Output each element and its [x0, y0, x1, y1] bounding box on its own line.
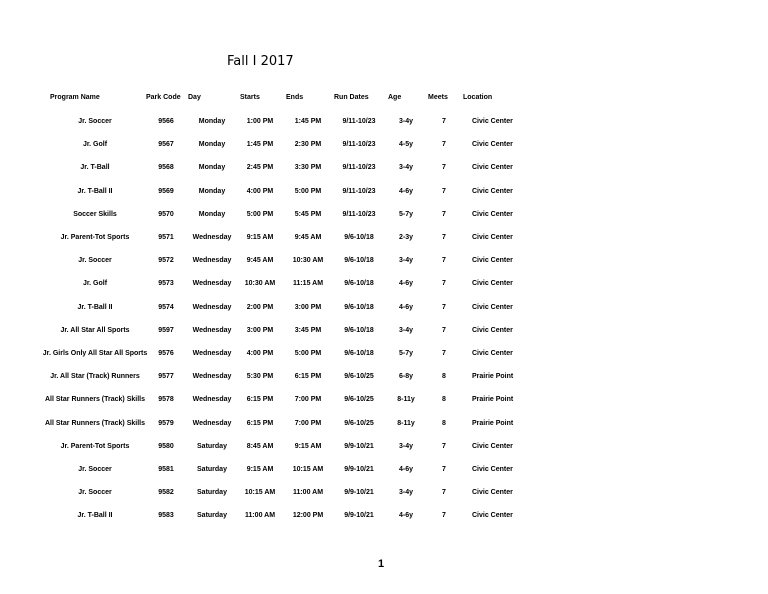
cell-run-dates: 9/9-10/21: [344, 442, 374, 450]
cell-park-code: 9597: [158, 326, 174, 334]
cell-program-name: Jr. Soccer: [78, 489, 112, 497]
cell-ends: 3:00 PM: [294, 303, 322, 311]
cell-location: Prairie Point: [472, 396, 514, 404]
cell-run-dates: 9/11-10/23: [342, 187, 376, 195]
cell-day: Monday: [198, 118, 226, 125]
cell-starts: 10:15 AM: [244, 489, 276, 497]
cell-location: Civic Center: [472, 234, 513, 241]
cell-ends: 5:45 PM: [294, 210, 322, 218]
cell-run-dates: 9/9-10/21: [344, 512, 374, 520]
cell-run-dates: 9/6-10/18: [344, 326, 374, 334]
table-row: [0, 164, 768, 176]
cell-starts: 5:00 PM: [246, 210, 274, 218]
cell-run-dates: 9/9-10/21: [344, 466, 374, 473]
cell-age: 4-6y: [398, 466, 413, 473]
page-number: 1: [378, 558, 385, 570]
cell-location: Prairie Point: [472, 373, 514, 381]
cell-run-dates: 9/11-10/23: [342, 141, 376, 149]
cell-age: 8-11y: [397, 419, 415, 427]
cell-day: Wednesday: [192, 373, 232, 381]
cell-program-name: Jr. Golf: [82, 141, 108, 149]
cell-location: Prairie Point: [472, 419, 514, 427]
cell-age: 8-11y: [397, 396, 415, 404]
cell-park-code: 9580: [158, 442, 174, 450]
cell-run-dates: 9/11-10/23: [342, 118, 376, 125]
header-run-dates: Run Dates: [334, 94, 369, 101]
table-row: [0, 280, 768, 292]
cell-day: Wednesday: [192, 303, 232, 311]
cell-age: 3-4y: [398, 257, 413, 265]
header-location: Location: [463, 94, 493, 101]
header-day: Day: [188, 94, 201, 101]
table-row: [0, 234, 768, 246]
cell-day: Saturday: [197, 512, 227, 520]
cell-program-name: Jr. T-Ball II: [77, 187, 113, 195]
table-row: [0, 118, 768, 130]
header-age: Age: [388, 94, 402, 101]
cell-day: Wednesday: [192, 257, 232, 265]
cell-run-dates: 9/6-10/18: [344, 280, 374, 288]
page-title: Fall I 2017: [227, 54, 294, 69]
cell-location: Civic Center: [472, 303, 513, 311]
cell-park-code: 9574: [158, 303, 174, 311]
cell-run-dates: 9/6-10/25: [344, 419, 374, 427]
cell-age: 3-4y: [398, 118, 413, 125]
cell-park-code: 9581: [158, 466, 174, 473]
header-park-code: Park Code: [146, 94, 181, 101]
cell-program-name: Jr. T-Ball: [80, 164, 110, 172]
cell-program-name: Jr. Golf: [82, 280, 108, 288]
cell-location: Civic Center: [472, 466, 513, 473]
cell-ends: 7:00 PM: [294, 419, 322, 427]
cell-location: Civic Center: [472, 442, 513, 450]
cell-ends: 3:45 PM: [294, 326, 322, 334]
cell-program-name: All Star Runners (Track) Skills: [45, 419, 145, 427]
cell-meets: 7: [442, 141, 446, 149]
cell-location: Civic Center: [472, 280, 513, 288]
cell-age: 5-7y: [398, 210, 413, 218]
cell-meets: 7: [442, 489, 446, 497]
cell-program-name: Jr. Soccer: [78, 466, 112, 473]
cell-age: 2-3y: [398, 234, 413, 241]
cell-starts: 9:15 AM: [246, 234, 274, 241]
cell-starts: 10:30 AM: [244, 280, 276, 288]
table-row: [0, 350, 768, 362]
cell-starts: 4:00 PM: [246, 187, 274, 195]
cell-park-code: 9578: [158, 396, 174, 404]
cell-ends: 9:15 AM: [294, 442, 322, 450]
cell-program-name: Jr. Parent-Tot Sports: [60, 442, 130, 450]
cell-age: 3-4y: [398, 164, 413, 172]
cell-ends: 10:30 AM: [292, 257, 324, 265]
cell-park-code: 9577: [158, 373, 174, 381]
cell-meets: 7: [442, 442, 446, 450]
cell-age: 4-6y: [398, 303, 413, 311]
cell-starts: 9:45 AM: [246, 257, 274, 265]
cell-meets: 7: [442, 164, 446, 172]
cell-day: Wednesday: [192, 396, 232, 404]
cell-ends: 3:30 PM: [294, 164, 322, 172]
cell-park-code: 9571: [158, 234, 174, 241]
cell-ends: 2:30 PM: [294, 141, 322, 149]
cell-meets: 7: [442, 257, 446, 265]
cell-program-name: Jr. Parent-Tot Sports: [60, 234, 130, 241]
cell-age: 4-6y: [398, 280, 413, 288]
cell-ends: 7:00 PM: [294, 396, 322, 404]
cell-meets: 8: [442, 373, 446, 381]
cell-starts: 8:45 AM: [246, 442, 274, 450]
cell-run-dates: 9/6-10/25: [344, 373, 374, 381]
cell-run-dates: 9/6-10/18: [344, 303, 374, 311]
cell-day: Monday: [198, 187, 226, 195]
cell-ends: 5:00 PM: [294, 187, 322, 195]
cell-starts: 6:15 PM: [246, 419, 274, 427]
cell-park-code: 9567: [158, 141, 174, 149]
cell-location: Civic Center: [472, 141, 513, 149]
cell-run-dates: 9/9-10/21: [344, 489, 374, 497]
cell-day: Wednesday: [192, 350, 232, 357]
cell-meets: 7: [442, 326, 446, 334]
cell-ends: 12:00 PM: [292, 512, 324, 520]
table-row: [0, 211, 768, 223]
cell-age: 4-6y: [398, 512, 413, 520]
cell-ends: 5:00 PM: [294, 350, 322, 357]
cell-park-code: 9566: [158, 118, 174, 125]
header-program-name: Program Name: [50, 94, 100, 101]
cell-run-dates: 9/6-10/25: [344, 396, 374, 404]
cell-meets: 8: [442, 396, 446, 404]
cell-park-code: 9570: [158, 210, 174, 218]
cell-meets: 7: [442, 187, 446, 195]
cell-meets: 7: [442, 512, 446, 520]
cell-meets: 7: [442, 303, 446, 311]
cell-location: Civic Center: [472, 187, 513, 195]
cell-starts: 2:00 PM: [246, 303, 274, 311]
cell-starts: 6:15 PM: [246, 396, 274, 404]
cell-day: Saturday: [197, 489, 227, 497]
cell-location: Civic Center: [472, 210, 513, 218]
cell-ends: 10:15 AM: [292, 466, 324, 473]
cell-program-name: Jr. T-Ball II: [77, 512, 113, 520]
header-meets: Meets: [428, 94, 448, 101]
cell-starts: 3:00 PM: [246, 326, 274, 334]
cell-day: Monday: [198, 210, 226, 218]
cell-location: Civic Center: [472, 164, 513, 172]
cell-park-code: 9573: [158, 280, 174, 288]
cell-day: Wednesday: [192, 234, 232, 241]
cell-park-code: 9583: [158, 512, 174, 520]
table-row: [0, 188, 768, 200]
cell-meets: 7: [442, 118, 446, 125]
cell-location: Civic Center: [472, 118, 513, 125]
cell-day: Wednesday: [192, 280, 232, 288]
cell-ends: 1:45 PM: [294, 118, 322, 125]
cell-location: Civic Center: [472, 350, 513, 357]
cell-starts: 9:15 AM: [246, 466, 274, 473]
cell-meets: 8: [442, 419, 446, 427]
cell-day: Wednesday: [192, 419, 232, 427]
cell-day: Wednesday: [192, 326, 232, 334]
cell-starts: 2:45 PM: [246, 164, 274, 172]
cell-run-dates: 9/6-10/18: [344, 350, 374, 357]
cell-park-code: 9568: [158, 164, 174, 172]
table-row: [0, 327, 768, 339]
cell-starts: 11:00 AM: [244, 512, 276, 520]
table-row: [0, 512, 768, 524]
cell-program-name: Jr. T-Ball II: [77, 303, 113, 311]
cell-meets: 7: [442, 280, 446, 288]
cell-day: Saturday: [197, 442, 227, 450]
cell-meets: 7: [442, 466, 446, 473]
cell-program-name: Jr. All Star (Track) Runners: [50, 373, 140, 381]
header-starts: Starts: [240, 94, 260, 101]
cell-ends: 11:00 AM: [292, 489, 324, 497]
cell-age: 5-7y: [398, 350, 413, 357]
cell-ends: 9:45 AM: [294, 234, 322, 241]
table-row: [0, 373, 768, 385]
cell-park-code: 9569: [158, 187, 174, 195]
table-row: [0, 489, 768, 501]
table-row: [0, 257, 768, 269]
cell-starts: 4:00 PM: [246, 350, 274, 357]
table-row: [0, 466, 768, 478]
header-ends: Ends: [286, 94, 304, 101]
table-row: [0, 443, 768, 455]
cell-location: Civic Center: [472, 489, 513, 497]
table-header: [0, 94, 768, 106]
cell-run-dates: 9/6-10/18: [344, 257, 374, 265]
cell-program-name: Jr. Girls Only All Star All Sports: [42, 350, 148, 357]
table-row: [0, 304, 768, 316]
cell-age: 6-8y: [398, 373, 413, 381]
cell-program-name: Jr. Soccer: [78, 118, 112, 125]
cell-starts: 1:00 PM: [246, 118, 274, 125]
cell-park-code: 9579: [158, 419, 174, 427]
cell-meets: 7: [442, 350, 446, 357]
cell-meets: 7: [442, 210, 446, 218]
cell-age: 3-4y: [398, 326, 413, 334]
cell-day: Monday: [198, 164, 226, 172]
cell-ends: 6:15 PM: [294, 373, 322, 381]
cell-day: Saturday: [197, 466, 227, 473]
cell-starts: 5:30 PM: [246, 373, 274, 381]
table-row: [0, 141, 768, 153]
cell-location: Civic Center: [472, 512, 513, 520]
cell-age: 3-4y: [398, 489, 413, 497]
cell-run-dates: 9/11-10/23: [342, 164, 376, 172]
cell-program-name: All Star Runners (Track) Skills: [45, 396, 145, 404]
cell-meets: 7: [442, 234, 446, 241]
cell-run-dates: 9/6-10/18: [344, 234, 374, 241]
cell-day: Monday: [198, 141, 226, 149]
cell-program-name: Soccer Skills: [73, 210, 117, 218]
table-row: [0, 420, 768, 432]
cell-starts: 1:45 PM: [246, 141, 274, 149]
cell-age: 4-5y: [398, 141, 413, 149]
cell-park-code: 9582: [158, 489, 174, 497]
cell-park-code: 9576: [158, 350, 174, 357]
cell-program-name: Jr. Soccer: [78, 257, 112, 265]
cell-location: Civic Center: [472, 257, 513, 265]
cell-park-code: 9572: [158, 257, 174, 265]
cell-location: Civic Center: [472, 326, 513, 334]
cell-ends: 11:15 AM: [292, 280, 324, 288]
table-row: [0, 396, 768, 408]
cell-age: 4-6y: [398, 187, 413, 195]
cell-age: 3-4y: [398, 442, 413, 450]
cell-program-name: Jr. All Star All Sports: [60, 326, 130, 334]
cell-run-dates: 9/11-10/23: [342, 210, 376, 218]
